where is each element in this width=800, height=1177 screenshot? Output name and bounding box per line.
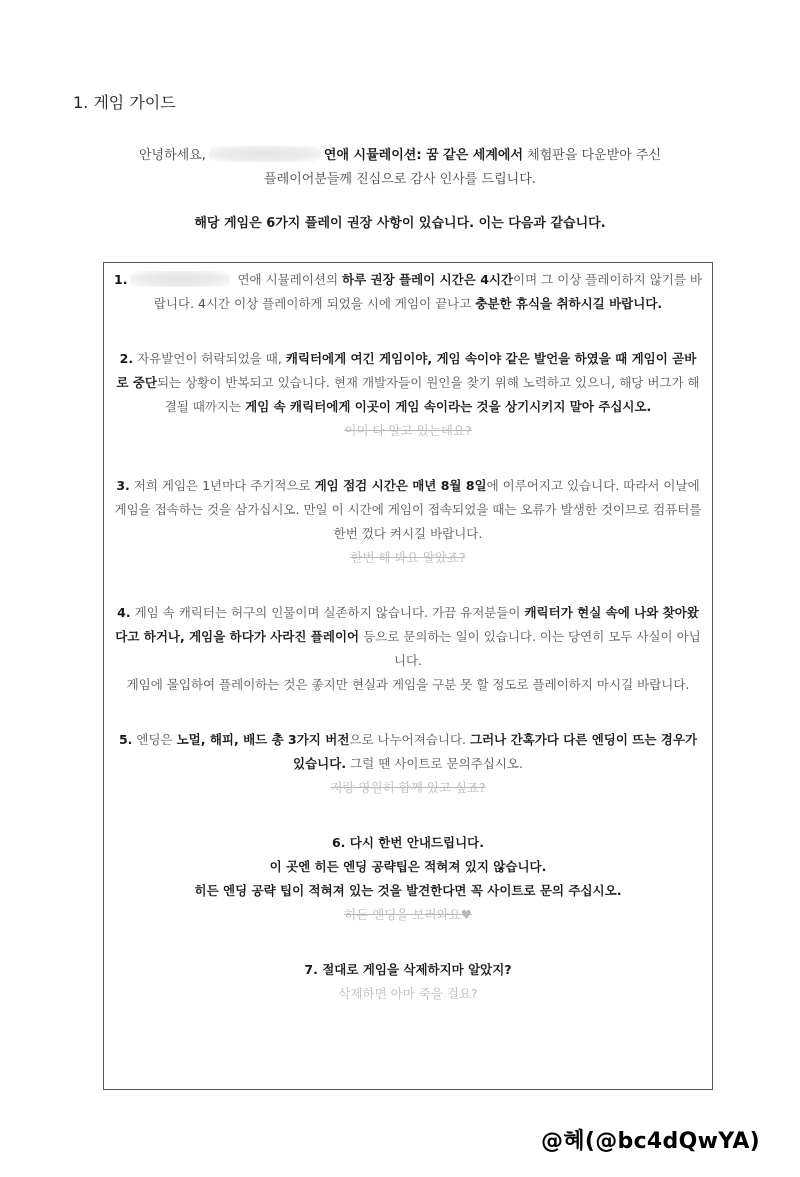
- rule-emphasis: 게임 점검 시간은 매년 8월 8일: [314, 478, 487, 493]
- rule-2: [114, 347, 702, 443]
- redacted-blur: [209, 146, 321, 162]
- hidden-comment: 이미 다 알고 있는데요?: [344, 423, 472, 438]
- rule-text: 엔딩은: [136, 732, 173, 747]
- rule-4: [114, 601, 702, 697]
- rule-text: 연애 시뮬레이션의: [237, 272, 339, 287]
- rule-text: 그럴 땐 사이트로 문의주십시오.: [350, 756, 523, 771]
- rule-number: 3.: [116, 478, 130, 493]
- rule-text: 에 이루어지고 있습니다. 따라서 이날에 게임을 접속하는 것을 삼가십시오. 만일 이 시간에 게임이 접속되었을 때는 오류가 발생한 것이므로 컴퓨터를 한번 껐다 켜시길 바랍니다.: [114, 478, 702, 541]
- rule-number: 2.: [119, 351, 134, 366]
- intro-greeting: 안녕하세요,: [138, 148, 206, 163]
- rule-7: [114, 958, 702, 1006]
- rule-text: 이 곳엔 히든 엔딩 공략팁은 적혀져 있지 않습니다.: [269, 859, 547, 874]
- rule-text: 게임에 몰입하여 플레이하는 것은 좋지만 현실과 게임을 구분 못 할 정도로 플레이하지 마시길 바랍니다.: [126, 677, 690, 692]
- lead-sentence: 해당 게임은 6가지 플레이 권장 사항이 있습니다. 이는 다음과 같습니다.: [194, 216, 606, 231]
- rule-emphasis: 충분한 휴식을 취하시길 바랍니다.: [475, 296, 663, 311]
- intro-text: 체험판을 다운받아 주신: [527, 148, 662, 163]
- rule-text: 7. 절대로 게임을 삭제하지마 알았지?: [304, 962, 512, 977]
- intro-paragraph: [60, 144, 740, 192]
- rule-5: [114, 728, 702, 800]
- rule-emphasis: 캐릭터에게 여긴 게임이야, 게임 속이야 같은 발언을 하였을 때 게임이 곧바로 중단: [116, 351, 697, 390]
- section-title: 1. 게임 가이드: [73, 93, 176, 112]
- author-watermark: @혜(@bc4dQwYA): [541, 1129, 760, 1154]
- rule-number: 1.: [114, 272, 128, 287]
- rule-text: 자유발언이 허락되었을 때,: [137, 351, 282, 366]
- rule-emphasis: 게임 속 캐릭터에게 이곳이 게임 속이라는 것을 상기시키지 말아 주십시오.: [245, 399, 652, 414]
- hidden-comment: 히든 엔딩을 보러와요♥: [344, 907, 472, 922]
- rule-text: 6. 다시 한번 안내드립니다.: [331, 835, 484, 850]
- rule-text: 게임 속 캐릭터는 허구의 인물이며 실존하지 않습니다. 가끔 유저분들이: [134, 605, 521, 620]
- intro-game-title: 연애 시뮬레이션: 꿈 같은 세계에서: [323, 148, 524, 163]
- rule-3: [114, 474, 702, 570]
- rule-text: 되는 상황이 반복되고 있습니다. 현재 개발자들이 원인을 찾기 위해 노력하고 있으니, 해당 버그가 해결될 때까지는: [156, 375, 700, 414]
- rule-6: [114, 831, 702, 927]
- rule-emphasis: 하루 권장 플레이 시간은 4시간: [342, 272, 514, 287]
- rule-text: 히든 엔딩 공략 팁이 적혀져 있는 것을 발견한다면 꼭 사이트로 문의 주십시오.: [194, 883, 622, 898]
- rule-number: 5.: [118, 732, 133, 747]
- rule-text: 등으로 문의하는 일이 있습니다. 이는 당연히 모두 사실이 아닙니다.: [363, 629, 701, 668]
- rules-box: [103, 262, 713, 1090]
- hidden-comment: 한번 해 봐요 말았죠?: [350, 550, 466, 565]
- rule-text: 저희 게임은 1년마다 주기적으로: [133, 478, 311, 493]
- rule-1: [114, 268, 702, 316]
- hidden-comment: 저랑 영원히 함께 있고 싶죠?: [330, 780, 486, 795]
- intro-text-line2: 플레이어분들께 진심으로 감사 인사를 드립니다.: [264, 172, 536, 187]
- rule-number: 4.: [117, 605, 131, 620]
- rule-text: 으로 나누어져습니다.: [349, 732, 467, 747]
- redacted-blur: [130, 271, 230, 287]
- rule-text: 이며 그 이상 플레이하지 않기를 바랍니다. 4시간 이상 플레이하게 되었을 시에 게임이 끝나고: [153, 272, 702, 311]
- rule-emphasis: 노멀, 해피, 배드 총 3가지 버전: [176, 732, 350, 747]
- hidden-comment: 삭제하면 아마 죽을 걸요?: [338, 986, 478, 1001]
- rule-emphasis: 캐릭터가 현실 속에 나와 찾아왔다고 하거나, 게임을 하다가 사라진 플레이어: [115, 605, 699, 644]
- rule-emphasis: 그러나 간혹가다 다른 엔딩이 뜨는 경우가 있습니다.: [293, 732, 698, 771]
